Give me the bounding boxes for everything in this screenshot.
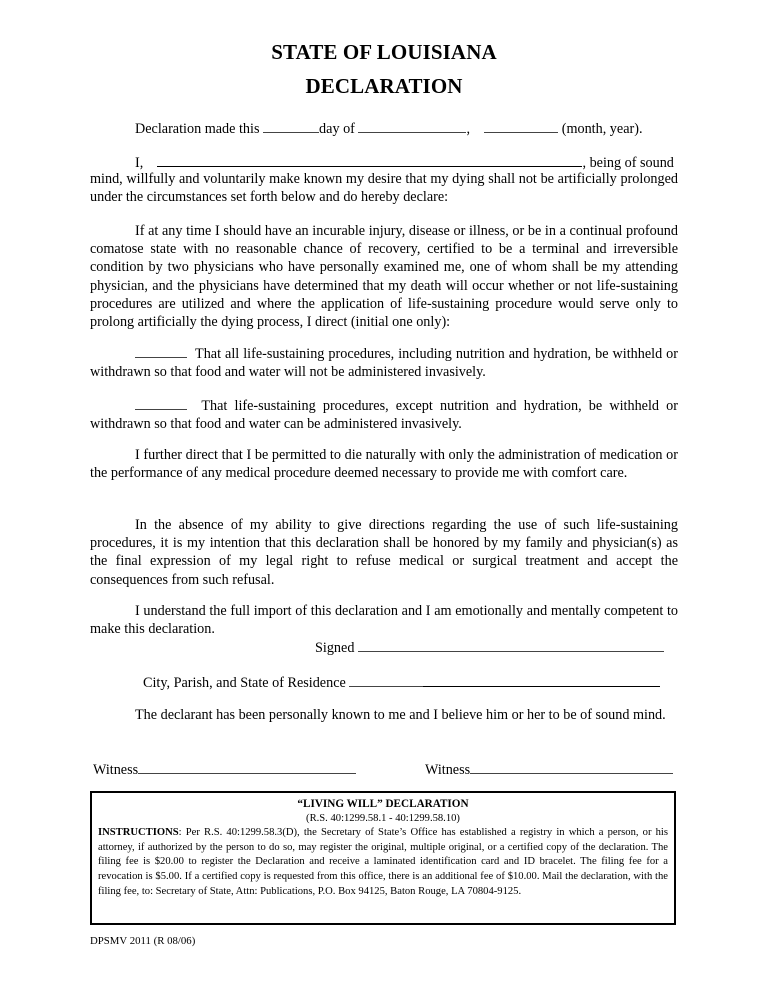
understand-paragraph: I understand the full import of this declaration and I am emotionally and mentally competent to make this declaration.: [90, 603, 678, 638]
further-direct-paragraph: I further direct that I be permitted to die naturally with only the administration of medication or the performance of any medical procedure deemed necessary to provide me with comfort care.: [90, 447, 678, 482]
being-label: , being of sound: [582, 155, 674, 171]
option-one-text: That all life-sustaining procedures, including nutrition and hydration, be withheld or withdrawn so that food and water will not be administered invasively.: [90, 346, 679, 381]
residence-line: [143, 672, 678, 692]
option-two-initial-blank[interactable]: [135, 395, 187, 410]
option-two-text: That life-sustaining procedures, except nutrition and hydration, be withheld or withdrawn so that food and water can be administered invasively.: [90, 398, 678, 433]
signature-blank[interactable]: [358, 637, 664, 652]
day-of-label: day of: [319, 121, 355, 137]
box-instructions: [98, 826, 668, 899]
witness-one-label: Witness: [93, 762, 139, 778]
year-blank[interactable]: [484, 118, 558, 133]
made-label: Declaration made this: [135, 121, 260, 137]
comma-label: ,: [466, 121, 470, 137]
box-title: “LIVING WILL” DECLARATION: [297, 798, 469, 810]
residence-blank-a[interactable]: [349, 672, 423, 687]
month-year-label: (month, year).: [561, 121, 643, 137]
page-title: STATE OF LOUISIANA: [271, 40, 497, 64]
signed-line: [315, 637, 675, 657]
known-paragraph: The declarant has been personally known to me and I believe him or her to be of sound mind.: [135, 707, 666, 723]
declarant-name-blank[interactable]: [157, 152, 582, 167]
witness-two-line: [425, 759, 680, 779]
option-one-initial-blank[interactable]: [135, 343, 187, 358]
intro-paragraph: mind, willfully and voluntarily make known my desire that my dying shall not be artificially prolonged under the circumstances set forth below and do hereby declare:: [90, 171, 678, 206]
witness-two-label: Witness: [425, 762, 471, 778]
option-one-paragraph: [90, 343, 678, 381]
i-label: I,: [135, 155, 144, 171]
witness-one-line: [93, 759, 363, 779]
instructions-text: : Per R.S. 40:1299.58.3(D), the Secretary of State’s Office has established a registry in which a person, or his attorney, if authorized by the person to do so, may register the original, multiple original, or a certified copy of the declaration. The filing fee is $20.00 to register the Declaration and receive a laminated identification card and ID bracelet. The filing fee for a revocation is $5.00. If a certified copy is requested from this office, there is an additional fee of $10.00. Mail the declaration, with the filing fee, to: Secretary of State, Attn: Publications, P.O. Box 94125, Baton Rouge, LA 70804-9125.: [98, 827, 668, 897]
living-will-instructions-box: [90, 791, 676, 925]
condition-paragraph: If at any time I should have an incurable injury, disease or illness, or be in a continual profound comatose state with no reasonable chance of recovery, certified to be a terminal and irreversible condition by two physicians who have personally examined me, one of whom shall be my attending physician, and the physicians have determined that my death will occur whether or not life-sustaining procedures are utilized and where the application of life-sustaining procedure would serve only to prolong artificially the dying process, I direct (initial one only):: [90, 223, 678, 331]
box-statute: (R.S. 40:1299.58.1 - 40:1299.58.10): [306, 812, 460, 824]
page-subtitle: DECLARATION: [305, 74, 463, 98]
witness-one-blank[interactable]: [138, 759, 356, 774]
day-blank[interactable]: [263, 118, 319, 133]
instructions-label: INSTRUCTIONS: [98, 827, 179, 839]
witness-two-blank[interactable]: [470, 759, 673, 774]
signed-label: Signed: [315, 640, 355, 656]
residence-label: City, Parish, and State of Residence: [143, 675, 346, 691]
option-two-paragraph: [90, 395, 678, 433]
month-blank[interactable]: [358, 118, 466, 133]
form-number: DPSMV 2011 (R 08/06): [90, 935, 196, 947]
residence-blank-b[interactable]: [423, 672, 660, 687]
absence-paragraph: In the absence of my ability to give directions regarding the use of such life-sustaining procedures, it is my intention that this declaration shall be honored by my family and physician(s) as the final expression of my legal right to refuse medical or surgical treatment and accept the consequences from such refusal.: [90, 517, 678, 588]
declaration-date-line: [135, 118, 675, 138]
declarant-name-line: [135, 152, 678, 172]
